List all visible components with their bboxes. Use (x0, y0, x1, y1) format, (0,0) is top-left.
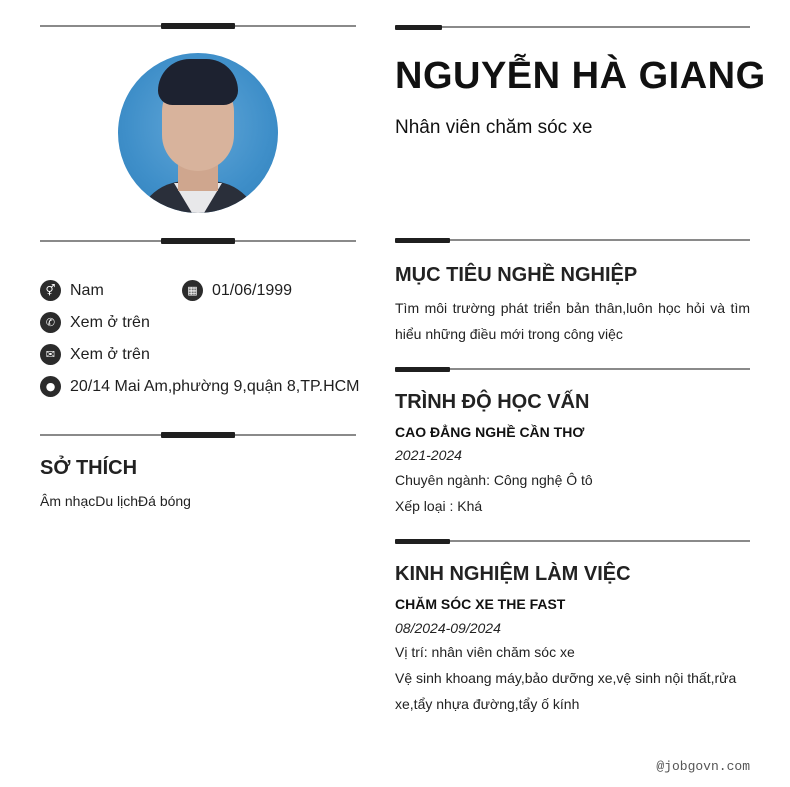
right-top-divider (395, 26, 750, 28)
email-icon: ✉ (40, 344, 61, 365)
job-title: Nhân viên chăm sóc xe (395, 117, 593, 138)
dob-row (182, 280, 292, 301)
education-title: TRÌNH ĐỘ HỌC VẤN (395, 391, 590, 413)
experience-description: Vệ sinh khoang máy,bảo dưỡng xe,vệ sinh nội thất,rửa xe,tẩy nhựa đường,tẩy ố kính (395, 670, 737, 712)
gender-icon: ⚥ (40, 280, 61, 301)
hobbies-title: SỞ THÍCH (40, 457, 138, 479)
watermark: @jobgovn.com (656, 759, 750, 774)
calendar-icon: ▦ (182, 280, 203, 301)
experience-company: CHĂM SÓC XE THE FAST (395, 596, 566, 612)
education-divider (395, 368, 750, 370)
objective-divider (395, 239, 750, 241)
phone-icon: ✆ (40, 312, 61, 333)
phone-value: Xem ở trên (70, 313, 150, 331)
experience-position: Vị trí: nhân viên chăm sóc xe (395, 644, 575, 660)
address-value: 20/14 Mai Am,phường 9,quận 8,TP.HCM (70, 377, 360, 395)
dob-value: 01/06/1999 (212, 281, 293, 299)
gender-row (40, 280, 104, 301)
full-name: NGUYỄN HÀ GIANG (395, 55, 766, 97)
address-row (40, 376, 360, 397)
education-grade: Xếp loại : Khá (395, 498, 483, 514)
objective-text: Tìm môi trường phát triển bản thân,luôn học hỏi và tìm hiểu những điều mới trong công việc (395, 300, 750, 342)
education-period: 2021-2024 (395, 447, 462, 463)
gender-value: Nam (70, 281, 104, 299)
experience-period: 08/2024-09/2024 (395, 620, 501, 636)
location-icon: ● (40, 376, 61, 397)
objective-title: MỤC TIÊU NGHỀ NGHIỆP (395, 264, 638, 286)
left-top-divider (40, 25, 356, 27)
education-school: CAO ĐẲNG NGHỀ CẦN THƠ (395, 424, 585, 440)
email-row (40, 344, 150, 365)
profile-photo (118, 53, 278, 213)
left-bottom-divider (40, 434, 356, 436)
left-mid-divider (40, 240, 356, 242)
email-value: Xem ở trên (70, 345, 150, 363)
education-major: Chuyên ngành: Công nghệ Ô tô (395, 472, 593, 488)
hobbies-text: Âm nhạcDu lịchĐá bóng (40, 493, 191, 509)
phone-row (40, 312, 150, 333)
experience-divider (395, 540, 750, 542)
experience-title: KINH NGHIỆM LÀM VIỆC (395, 563, 631, 585)
